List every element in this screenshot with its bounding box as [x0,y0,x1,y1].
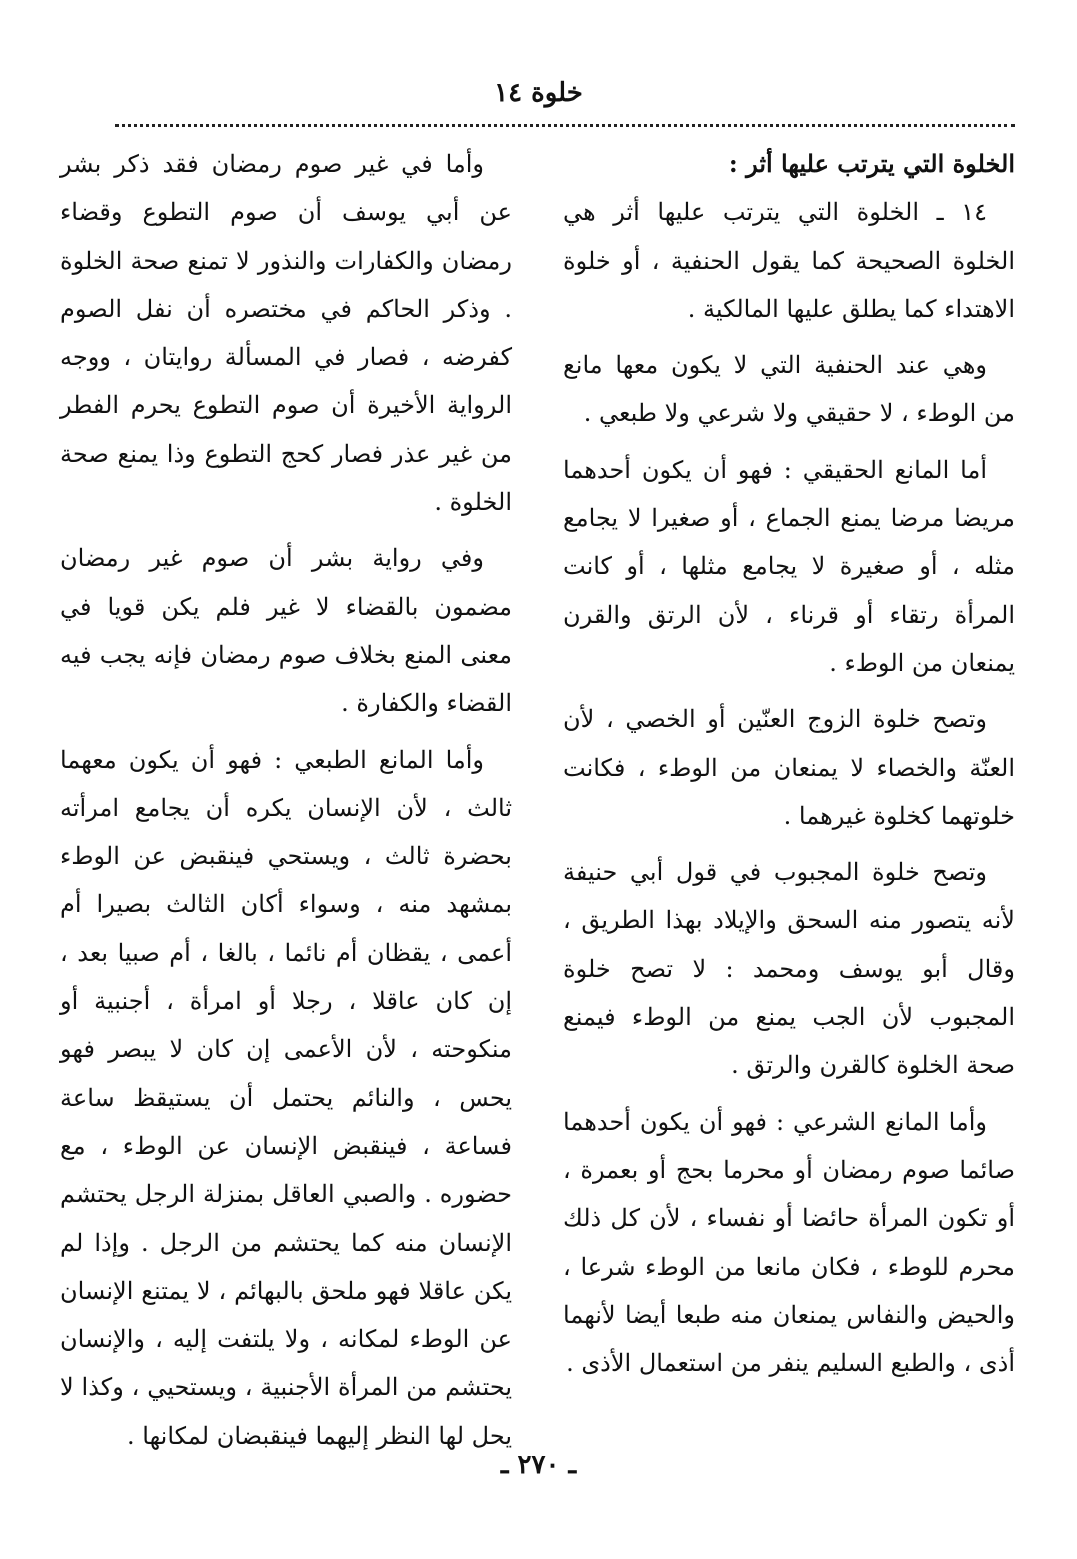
paragraph: وأما المانع الشرعي : فهو أن يكون أحدهما صائما صوم رمضان أو محرما بحج أو بعمرة ، أو تكون المرأة حائضا أو نفساء ، لأن كل ذلك محرم للوطء ، فكان مانعا من الوطء شرعا ، والحيض والنفاس يمنعان منه طبعا أيضا لأنهما أذى ، والطبع السليم ينفر من استعمال الأذى . [563,1107,1015,1378]
paragraph: ١٤ ـ الخلوة التي يترتب عليها أثر هي الخلوة الصحيحة كما يقول الحنفية ، أو خلوة الاهتداء كما يطلق عليها المالكية . [563,198,1016,323]
paragraph: وأما المانع الطبعي : فهو أن يكون معهما ثالث ، لأن الإنسان يكره أن يجامع امرأته بحضرة ثالث ، ويستحي فينقبض عن الوطء بمشهد منه ، وسواء أكان الثالث بصيرا أم أعمى ، يقظان أم نائما ، بالغا ، أم صبيا بعد ، إن كان عاقلا ، رجلا أو امرأة ، أجنبية أو منكوحته ، لأن الأعمى إن كان لا يبصر فهو يحس ، والنائم يحتمل أن يستيقظ ساعة فساعة ، فينقبض الإنسان عن الوطء ، مع حضوره . والصبي العاقل بمنزلة الرجل يحتشم الإنسان منه كما يحتشم من الرجل . وإذا لم يكن عاقلا فهو ملحق بالبهائم ، لا يمتنع الإنسان عن الوطء لمكانه ، ولا يلتفت إليه ، والإنسان يحتشم من المرأة الأجنبية ، ويستحيي ، وكذا لا يحل لها النظر إليهما فينقبضان لمكانها . [60,745,513,1450]
paragraph: وأما في غير صوم رمضان فقد ذكر بشر عن أبي يوسف أن صوم التطوع وقضاء رمضان والكفارات والنذور لا تمنع صحة الخلوة . وذكر الحاكم في مختصره أن نفل الصوم كفرضه ، فصار في المسألة روايتان ، ووجه الرواية الأخيرة أن صوم التطوع يحرم الفطر من غير عذر فصار كحج التطوع وذا يمنع صحة الخلوة . [60,150,512,517]
section-heading: الخلوة التي يترتب عليها أثر : [728,149,1015,178]
running-header: خلوة ١٤ [494,78,583,108]
paragraph: وفي رواية بشر أن صوم غير رمضان مضمون بالقضاء لا غير فلم يكن قويا في معنى المنع بخلاف صوم رمضان فإنه يجب فيه القضاء والكفارة . [60,544,512,718]
paragraph: وتصح خلوة المجبوب في قول أبي حنيفة لأنه يتصور منه السحق والإيلاد بهذا الطريق ، وقال أبو يوسف ومحمد : لا تصح خلوة المجبوب لأن الجب يمنع من الوطء فيمنع صحة الخلوة كالقرن والرتق . [563,858,1015,1080]
page-number: ـ ٢٧٠ ـ [500,1450,577,1480]
paragraph: وهي عند الحنفية التي لا يكون معها مانع من الوطء ، لا حقيقي ولا شرعي ولا طبعي . [563,351,1015,428]
right-column [563,140,1015,1395]
header-divider [115,124,1015,127]
left-column [60,140,512,1468]
paragraph: وتصح خلوة الزوج العنّين أو الخصي ، لأن العنّة والخصاء لا يمنعان من الوطء ، فكانت خلوتهما كخلوة غيرهما . [563,705,1015,830]
paragraph: أما المانع الحقيقي : فهو أن يكون أحدهما مريضا مرضا يمنع الجماع ، أو صغيرا لا يجامع مثله ، أو صغيرة لا يجامع مثلها ، أو كانت المرأة رتقاء أو قرناء ، لأن الرتق والقرن يمنعان من الوطء . [563,455,1016,677]
